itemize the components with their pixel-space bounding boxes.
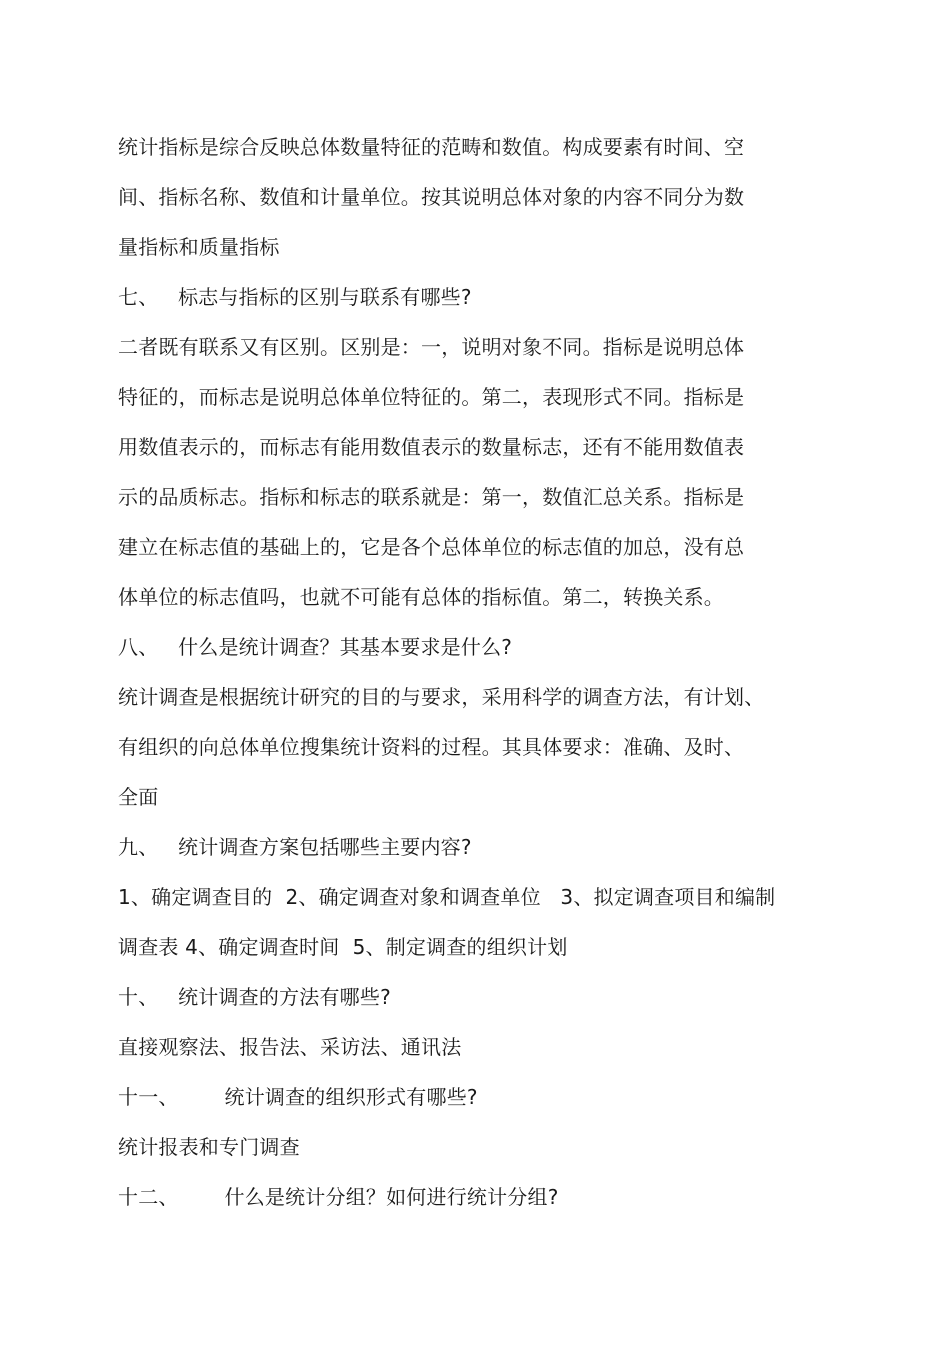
text-line: 直接观察法、报告法、采访法、通讯法 [118, 1035, 462, 1059]
text-line: 体单位的标志值吗，也就不可能有总体的指标值。第二，转换关系。 [118, 585, 724, 609]
text-line: 特征的，而标志是说明总体单位特征的。第二，表现形式不同。指标是 [118, 385, 745, 409]
text-line: 二者既有联系又有区别。区别是：一，说明对象不同。指标是说明总体 [118, 335, 745, 359]
text-line: 调查表 4、确定调查时间 5、制定调查的组织计划 [118, 935, 568, 959]
question-heading: 九、 统计调查方案包括哪些主要内容? [118, 835, 472, 859]
document-body [118, 130, 838, 1230]
question-heading: 十、 统计调查的方法有哪些? [118, 985, 391, 1009]
question-heading: 十二、 什么是统计分组？如何进行统计分组? [118, 1185, 559, 1209]
text-line: 统计调查是根据统计研究的目的与要求，采用科学的调查方法，有计划、 [118, 685, 765, 709]
text-line: 示的品质标志。指标和标志的联系就是：第一，数值汇总关系。指标是 [118, 485, 745, 509]
text-line: 全面 [118, 785, 159, 809]
text-line: 统计报表和专门调查 [118, 1135, 300, 1159]
text-line: 量指标和质量指标 [118, 235, 280, 259]
text-line: 1、确定调查目的 2、确定调查对象和调查单位 3、拟定调查项目和编制 [118, 885, 776, 909]
question-heading: 十一、 统计调查的组织形式有哪些? [118, 1085, 478, 1109]
text-line: 有组织的向总体单位搜集统计资料的过程。其具体要求：准确、及时、 [118, 735, 745, 759]
question-heading: 七、 标志与指标的区别与联系有哪些? [118, 285, 472, 309]
text-line: 统计指标是综合反映总体数量特征的范畴和数值。构成要素有时间、空 [118, 135, 745, 159]
text-line: 间、指标名称、数值和计量单位。按其说明总体对象的内容不同分为数 [118, 185, 745, 209]
text-line: 建立在标志值的基础上的，它是各个总体单位的标志值的加总，没有总 [118, 535, 745, 559]
question-heading: 八、 什么是统计调查？其基本要求是什么? [118, 635, 513, 659]
text-line: 用数值表示的，而标志有能用数值表示的数量标志，还有不能用数值表 [118, 435, 745, 459]
